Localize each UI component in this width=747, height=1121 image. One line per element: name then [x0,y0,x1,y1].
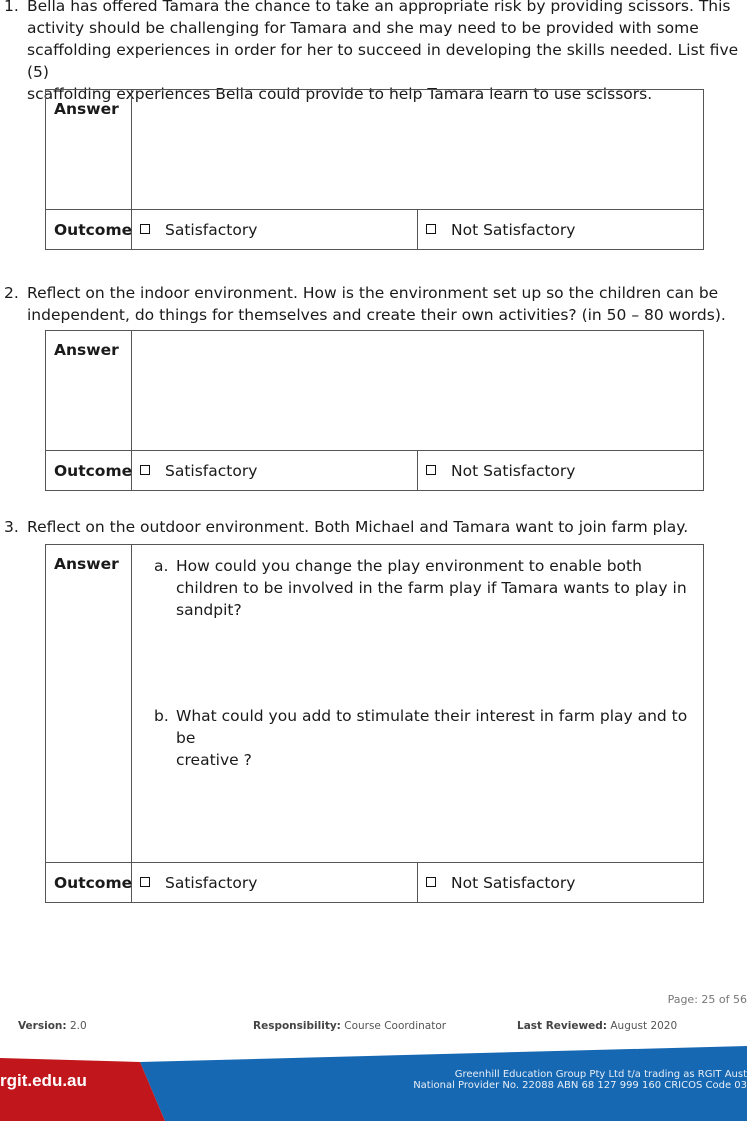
answer-label: Answer [46,545,132,863]
checkbox-icon[interactable] [426,465,436,475]
sub-question-b: b. What could you add to stimulate their interest in farm play and to be creative ? [154,707,688,769]
checkbox-icon[interactable] [140,877,150,887]
satisfactory-option[interactable]: Satisfactory [132,863,418,903]
checkbox-icon[interactable] [426,877,436,887]
question-number: 1. [4,0,19,15]
answer-table-2 [45,330,704,491]
last-reviewed: Last Reviewed: August 2020 [517,1020,678,1032]
outcome-label: Outcome [46,210,132,250]
answer-area[interactable] [132,331,704,451]
not-satisfactory-option[interactable]: Not Satisfactory [418,210,704,250]
question-number: 3. [4,518,19,536]
responsibility: Responsibility: Course Coordinator [253,1020,447,1032]
answer-area[interactable] [132,545,704,863]
answer-label: Answer [46,90,132,210]
answer-area[interactable] [132,90,704,210]
answer-table-3 [45,544,704,903]
company-info: Greenhill Education Group Pty Ltd t/a trading as RGIT Aust National Provider No. 22088 ABN 68 127 999 160 CRICOS Code 03 [413,1069,747,1091]
website-link[interactable]: rgit.edu.au [0,1071,87,1090]
question-text: Reflect on the indoor environment. How is the environment set up so the children can be independent, do things for themselves and create their own activities? (in 50 – 80 words). [27,284,726,324]
outcome-label: Outcome [46,863,132,903]
not-satisfactory-option[interactable]: Not Satisfactory [418,451,704,491]
checkbox-icon[interactable] [140,224,150,234]
checkbox-icon[interactable] [140,465,150,475]
outcome-label: Outcome [46,451,132,491]
not-satisfactory-option[interactable]: Not Satisfactory [418,863,704,903]
sub-question-a: a. How could you change the play environment to enable both children to be involved in the farm play if Tamara wants to play in sandpit? [154,557,687,619]
answer-table-1 [45,89,704,250]
satisfactory-option[interactable]: Satisfactory [132,451,418,491]
page-number: Page: 25 of 56 [667,993,747,1006]
satisfactory-option[interactable]: Satisfactory [132,210,418,250]
question-number: 2. [4,284,19,302]
answer-label: Answer [46,331,132,451]
version: Version: 2.0 [18,1020,87,1032]
checkbox-icon[interactable] [426,224,436,234]
question-text: Bella has offered Tamara the chance to take an appropriate risk by providing scissors. This activity should be challenging for Tamara and she may need to be provided with some scaffolding experiences in order for her to succeed in developing the skills needed. List five (5) scaffolding experiences Bella could provide to help Tamara learn to use scissors. [27,0,739,103]
question-text: Reflect on the outdoor environment. Both Michael and Tamara want to join farm play. [27,518,689,536]
